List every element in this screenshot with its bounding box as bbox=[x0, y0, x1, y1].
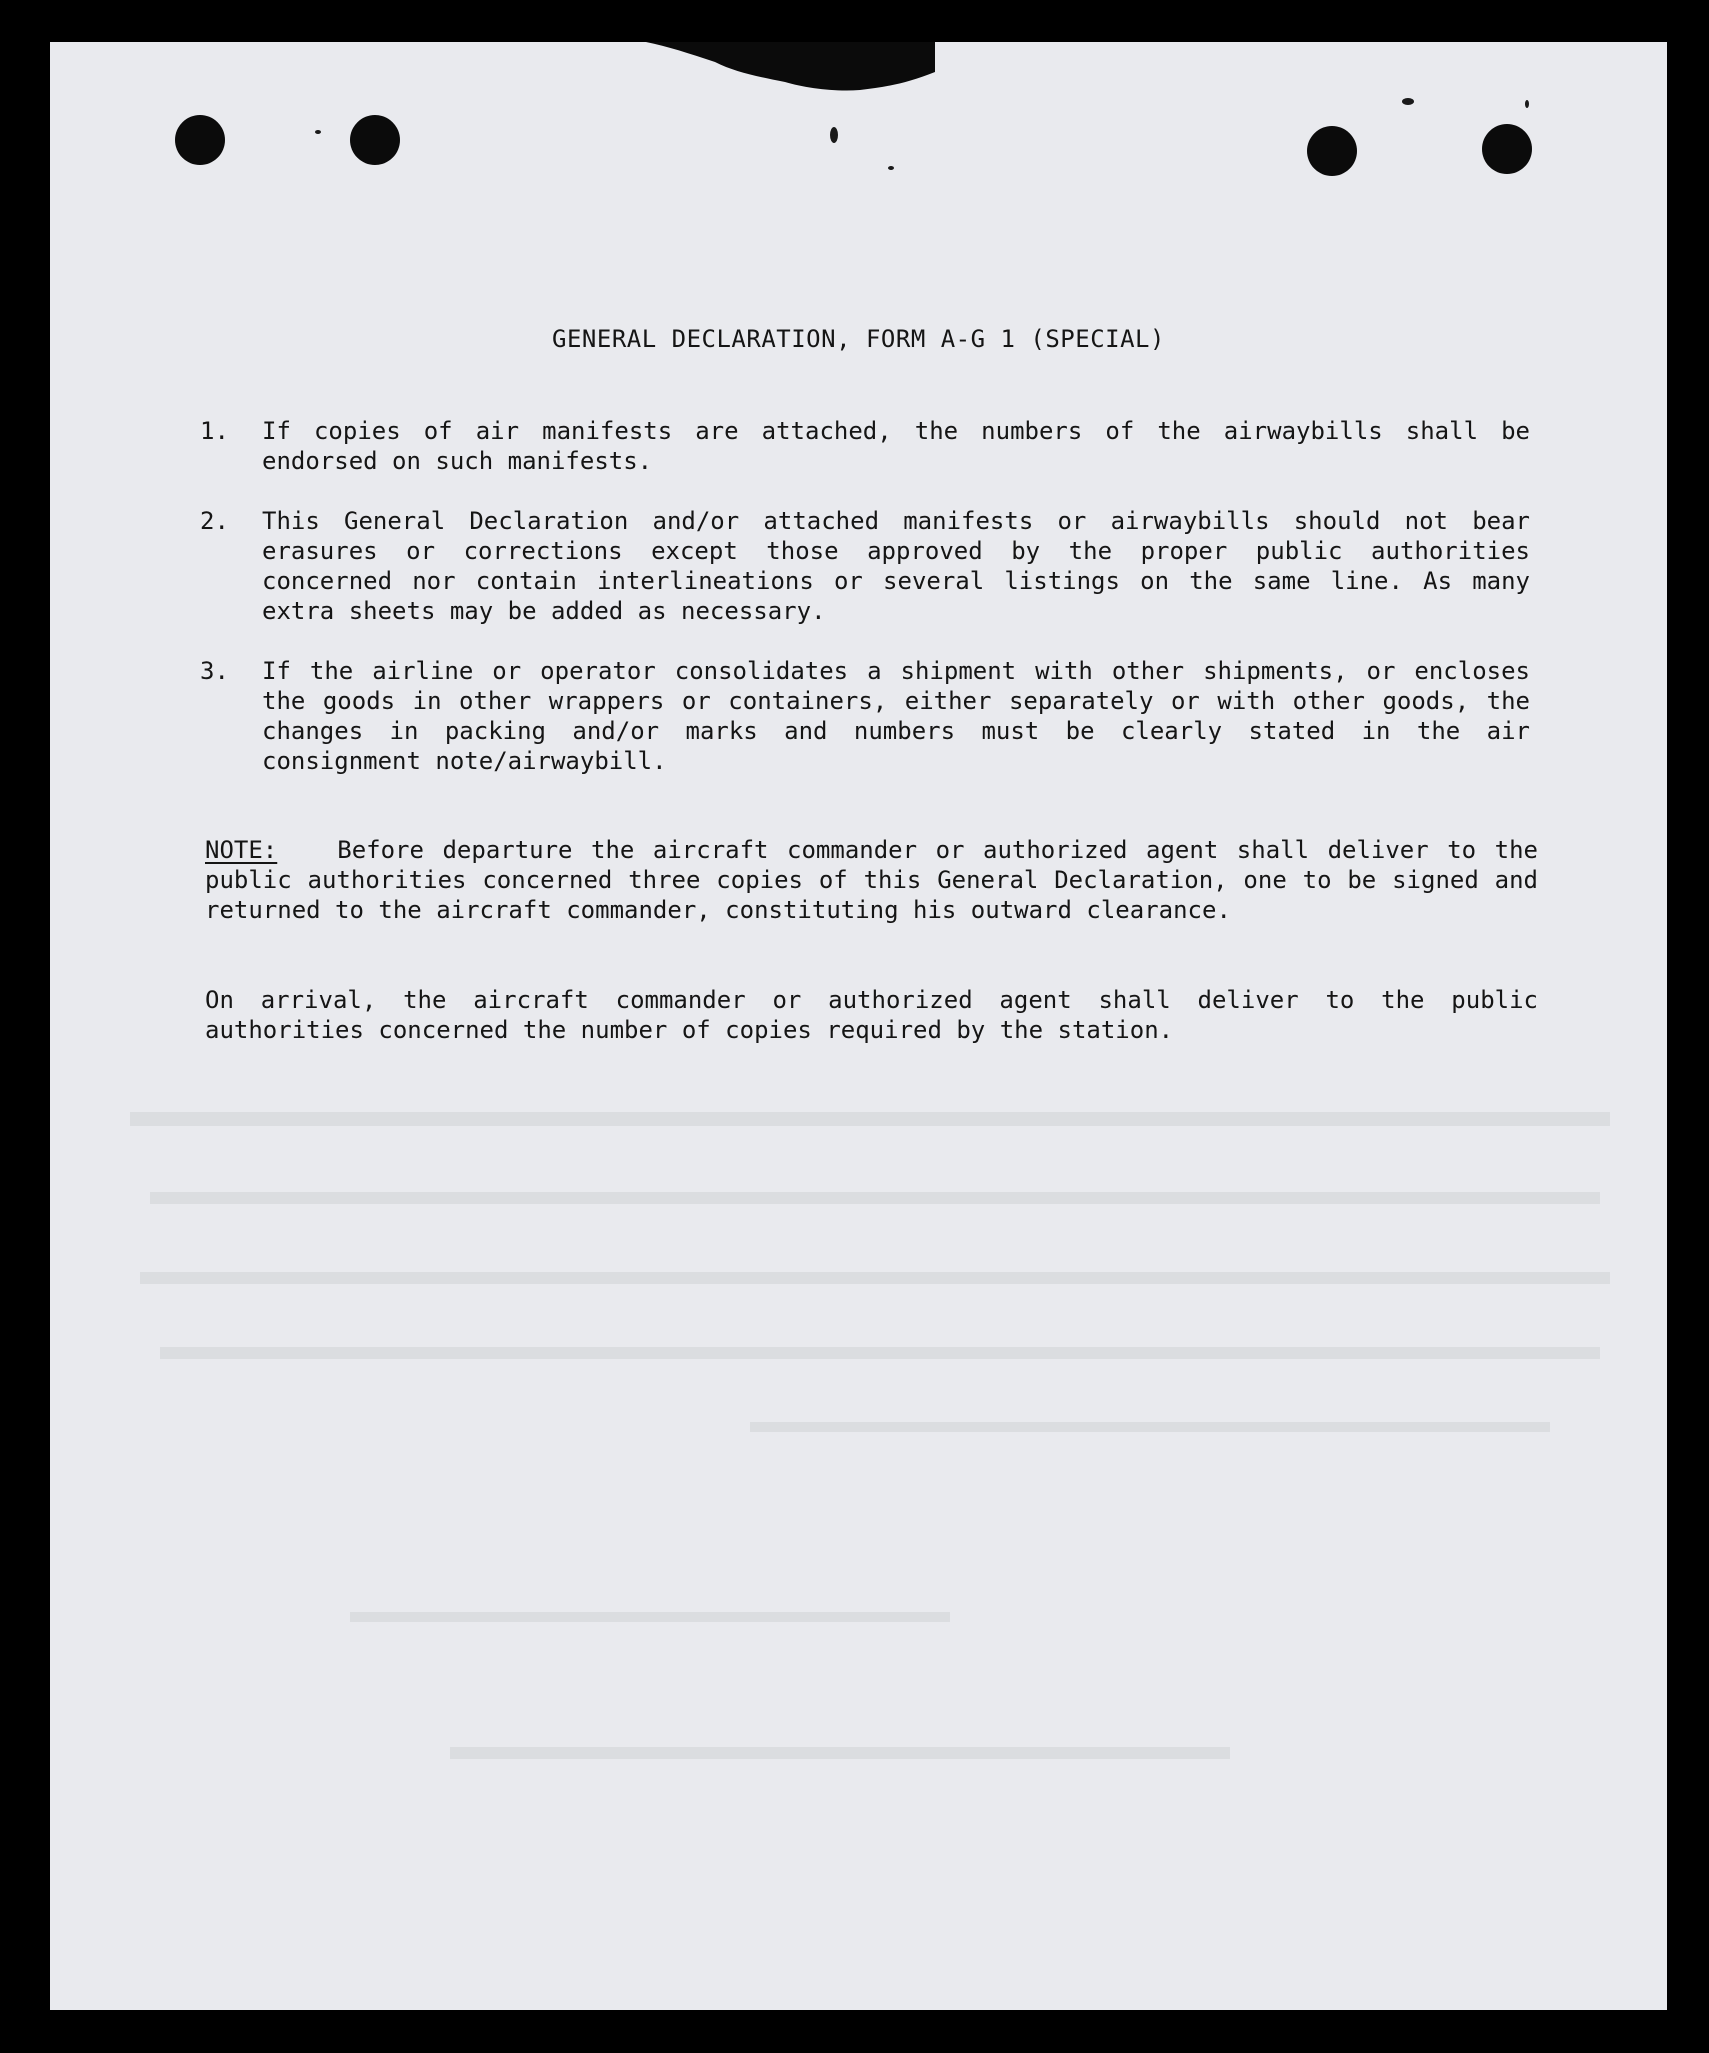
document-page bbox=[50, 42, 1667, 2010]
ink-speck bbox=[1402, 98, 1414, 105]
bleed-through-shadow bbox=[130, 1112, 1610, 1126]
list-item-number: 1. bbox=[200, 417, 229, 445]
document-title: GENERAL DECLARATION, FORM A-G 1 (SPECIAL) bbox=[552, 325, 1165, 353]
torn-edge bbox=[635, 42, 935, 112]
bleed-through-shadow bbox=[450, 1747, 1230, 1759]
ink-speck bbox=[315, 130, 321, 134]
arrival-paragraph: On arrival, the aircraft commander or authorized agent shall deliver to the public authorities concerned the number of copies required by the station. bbox=[205, 986, 1538, 1044]
list-item-number: 3. bbox=[200, 657, 229, 685]
bleed-through-shadow bbox=[350, 1612, 950, 1622]
bleed-through-shadow bbox=[750, 1422, 1550, 1432]
note-label: NOTE: bbox=[205, 836, 278, 864]
note-text: Before departure the aircraft commander or authorized agent shall deliver to the public authorities concerned three copies of this General Declaration, one to be signed and returned to the aircraft commander, constituting his outward clearance. bbox=[205, 836, 1538, 924]
note-paragraph bbox=[205, 835, 1538, 925]
punch-hole bbox=[175, 115, 225, 165]
bleed-through-shadow bbox=[150, 1192, 1600, 1204]
list-item-text: If copies of air manifests are attached, the numbers of the airwaybills shall be endorsed on such manifests. bbox=[262, 417, 1530, 475]
punch-hole bbox=[350, 115, 400, 165]
list-item-text: This General Declaration and/or attached manifests or airwaybills should not bear erasures or corrections except those approved by the proper public authorities concerned nor contain interlineations or several listings on the same line. As many extra sheets may be added as necessary. bbox=[262, 507, 1530, 625]
punch-hole bbox=[1307, 126, 1357, 176]
ink-speck bbox=[830, 127, 838, 143]
list-item-text: If the airline or operator consolidates a shipment with other shipments, or encloses the goods in other wrappers or containers, either separately or with other goods, the changes in packing and/or marks and numbers must be clearly stated in the air consignment note/airwaybill. bbox=[262, 657, 1530, 775]
bleed-through-shadow bbox=[140, 1272, 1610, 1284]
bleed-through-shadow bbox=[160, 1347, 1600, 1359]
punch-hole bbox=[1482, 124, 1532, 174]
ink-speck bbox=[1525, 100, 1529, 108]
ink-speck bbox=[888, 166, 894, 170]
list-item-number: 2. bbox=[200, 507, 229, 535]
